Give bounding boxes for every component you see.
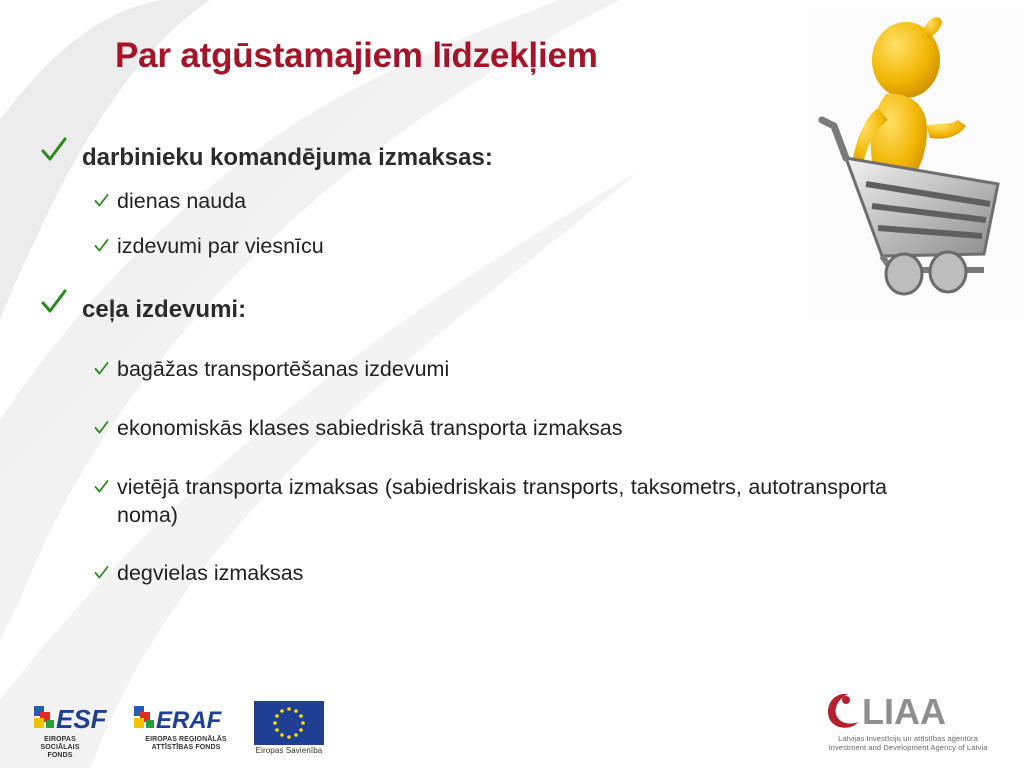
section-heading: ceļa izdevumi: bbox=[82, 296, 247, 323]
checkmark-icon bbox=[40, 288, 68, 316]
list-item bbox=[94, 559, 303, 587]
list-item-text: ekonomiskās klases sabiedriskā transporta izmaksas bbox=[117, 416, 623, 440]
list-item bbox=[94, 414, 622, 442]
list-item-text: dienas nauda bbox=[117, 189, 247, 213]
eraf-mark-icon bbox=[132, 700, 236, 734]
checkmark-icon bbox=[94, 361, 109, 376]
list-item-text: izdevumi par viesnīcu bbox=[117, 234, 324, 258]
eraf-caption-line1: EIROPAS REĢIONĀLĀS bbox=[145, 736, 227, 743]
checkmark-icon bbox=[94, 479, 109, 494]
checkmark-icon bbox=[94, 420, 109, 435]
list-item-text: vietējā transporta izmaksas (sabiedriskais transports, taksometrs, autotransporta noma) bbox=[117, 475, 887, 527]
esf-mark-icon bbox=[32, 700, 120, 734]
esf-mark-text: ESF bbox=[56, 704, 107, 734]
eu-flag-icon bbox=[254, 701, 324, 745]
eraf-caption-line2: ATTĪSTĪBAS FONDS bbox=[151, 744, 221, 751]
liaa-mark-icon bbox=[818, 686, 998, 734]
list-item bbox=[94, 355, 449, 383]
checkmark-icon bbox=[94, 565, 109, 580]
section-heading: darbinieku komandējuma izmaksas: bbox=[82, 144, 493, 171]
slide-title: Par atgūstamajiem līdzekļiem bbox=[115, 36, 598, 75]
list-item bbox=[94, 232, 324, 260]
list-item bbox=[94, 473, 887, 529]
eraf-mark-text: ERAF bbox=[156, 707, 222, 734]
liaa-caption-line2: Investment and Development Agency of Latvia bbox=[828, 743, 988, 752]
list-item-section1 bbox=[40, 144, 493, 172]
list-item-text: degvielas izmaksas bbox=[117, 561, 304, 585]
esf-caption-line1: EIROPAS SOCIĀLAIS bbox=[40, 736, 80, 751]
esf-caption-line2: FONDS bbox=[47, 752, 73, 759]
checkmark-icon bbox=[94, 193, 109, 208]
checkmark-icon bbox=[40, 136, 68, 164]
liaa-logo bbox=[818, 686, 998, 756]
list-item-section2 bbox=[40, 296, 246, 324]
list-item bbox=[94, 187, 246, 215]
eraf-logo bbox=[132, 700, 236, 758]
list-item-text: bagāžas transportēšanas izdevumi bbox=[117, 357, 450, 381]
checkmark-icon bbox=[94, 238, 109, 253]
esf-logo bbox=[32, 700, 120, 758]
eu-flag-logo bbox=[254, 701, 324, 759]
liaa-caption-line1: Latvijas Investīciju un attīstības aģentūra bbox=[838, 734, 978, 743]
eu-caption: Eiropas Savienība bbox=[255, 746, 323, 755]
liaa-mark-text: LIAA bbox=[862, 691, 946, 732]
